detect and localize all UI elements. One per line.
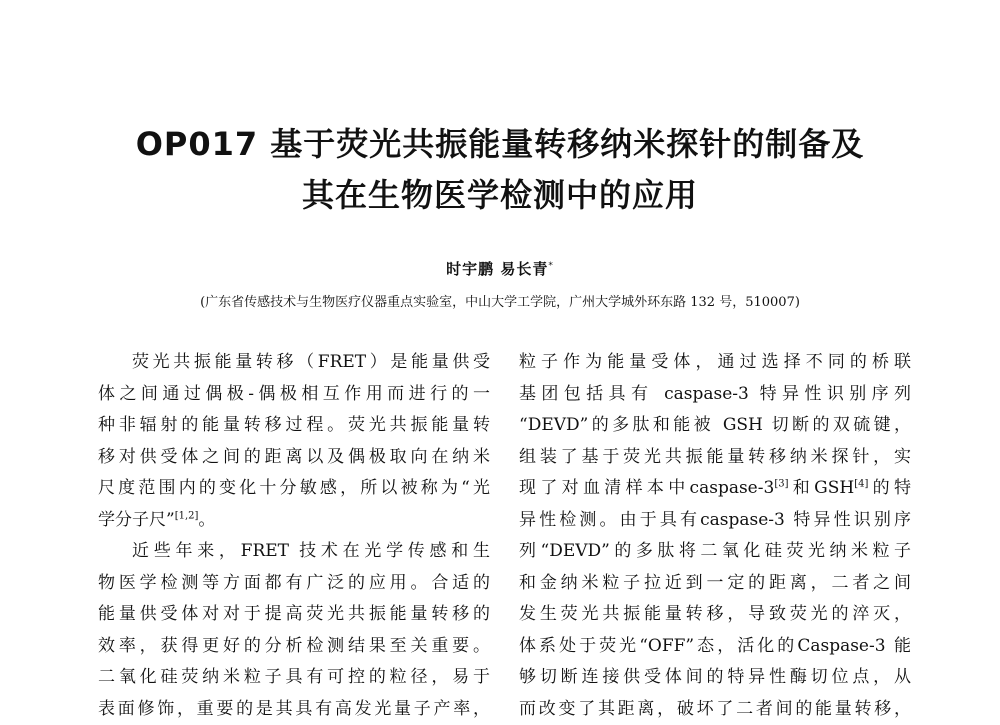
text-line [519,536,911,568]
line-text: 组装了基于荧光共振能量转移纳米探针，实 [519,447,911,467]
text-line [519,410,911,442]
affiliation: (广东省传感技术与生物医疗仪器重点实验室，中山大学工学院，广州大学城外环东路 132 号，510007) [0,291,1000,310]
corresponding-author-mark: * [548,261,554,271]
line-text: 学分子尺” [98,510,175,530]
body-column-left [98,347,490,725]
line-text: 移对供受体之间的距离以及偶极取向在纳米 [98,447,490,467]
text-line [519,694,911,725]
line-text: 现了对血清样本中caspase-3 [519,478,774,498]
line-text: 效率，获得更好的分析检测结果至关重要。 [98,636,490,656]
line-text: 的特 [868,478,911,498]
line-text: 物医学检测等方面都有广泛的应用。合适的 [98,573,490,593]
text-line [98,442,490,474]
text-line [519,473,911,505]
line-text: 近些年来，FRET 技术在光学传感和生 [132,541,490,561]
line-text: 能量供受体对对于提高荧光共振能量转移的 [98,604,490,624]
line-text: 二氧化硅荧纳米粒子具有可控的粒径，易于 [98,667,490,687]
line-text: 异性检测。由于具有caspase-3 特异性识别序 [519,510,911,530]
author-names: 时宇鹏 易长青 [446,260,548,278]
citation-ref: [4] [854,478,868,489]
line-text: 体系处于荧光“OFF”态，活化的Caspase-3 能 [519,636,911,656]
line-text: 尺度范围内的变化十分敏感，所以被称为“光 [98,478,490,498]
text-line [98,473,490,505]
text-line [519,347,911,379]
line-text: 种非辐射的能量转移过程。荧光共振能量转 [98,415,490,435]
text-line [519,442,911,474]
line-text: 。 [198,510,215,530]
text-line [98,662,490,694]
text-line [98,694,490,725]
paper-title-line-1: OP017 基于荧光共振能量转移纳米探针的制备及 [0,128,1000,160]
text-line [98,568,490,600]
line-text: 体之间通过偶极-偶极相互作用而进行的一 [98,384,490,404]
text-line [98,410,490,442]
line-text: 粒子作为能量受体，通过选择不同的桥联 [519,352,911,372]
text-line [519,599,911,631]
line-text: 列“DEVD”的多肽将二氧化硅荧光纳米粒子 [519,541,911,561]
line-text: 而改变了其距离，破坏了二者间的能量转移， [519,699,911,719]
body-column-right [519,347,911,725]
text-line [519,505,911,537]
text-line [98,631,490,663]
text-line [519,568,911,600]
citation-ref: [1,2] [175,510,199,521]
line-text: 发生荧光共振能量转移，导致荧光的淬灭， [519,604,911,624]
line-text: 荧光共振能量转移（FRET）是能量供受 [132,352,490,372]
text-line [98,505,490,537]
text-line [98,347,490,379]
text-line [519,662,911,694]
line-text: 表面修饰，重要的是其具有高发光量子产率， [98,699,490,719]
text-line [98,379,490,411]
paper-title-line-2: 其在生物医学检测中的应用 [0,179,1000,211]
text-line [98,536,490,568]
author-list [0,258,1000,279]
text-line [98,599,490,631]
text-line [519,631,911,663]
citation-ref: [3] [774,478,788,489]
line-text: 和GSH [788,478,854,498]
line-text: 基团包括具有 caspase-3 特异性识别序列 [519,384,911,404]
line-text: 够切断连接供受体间的特异性酶切位点，从 [519,667,911,687]
line-text: “DEVD”的多肽和能被 GSH 切断的双硫键， [519,415,911,435]
line-text: 和金纳米粒子拉近到一定的距离，二者之间 [519,573,911,593]
text-line [519,379,911,411]
